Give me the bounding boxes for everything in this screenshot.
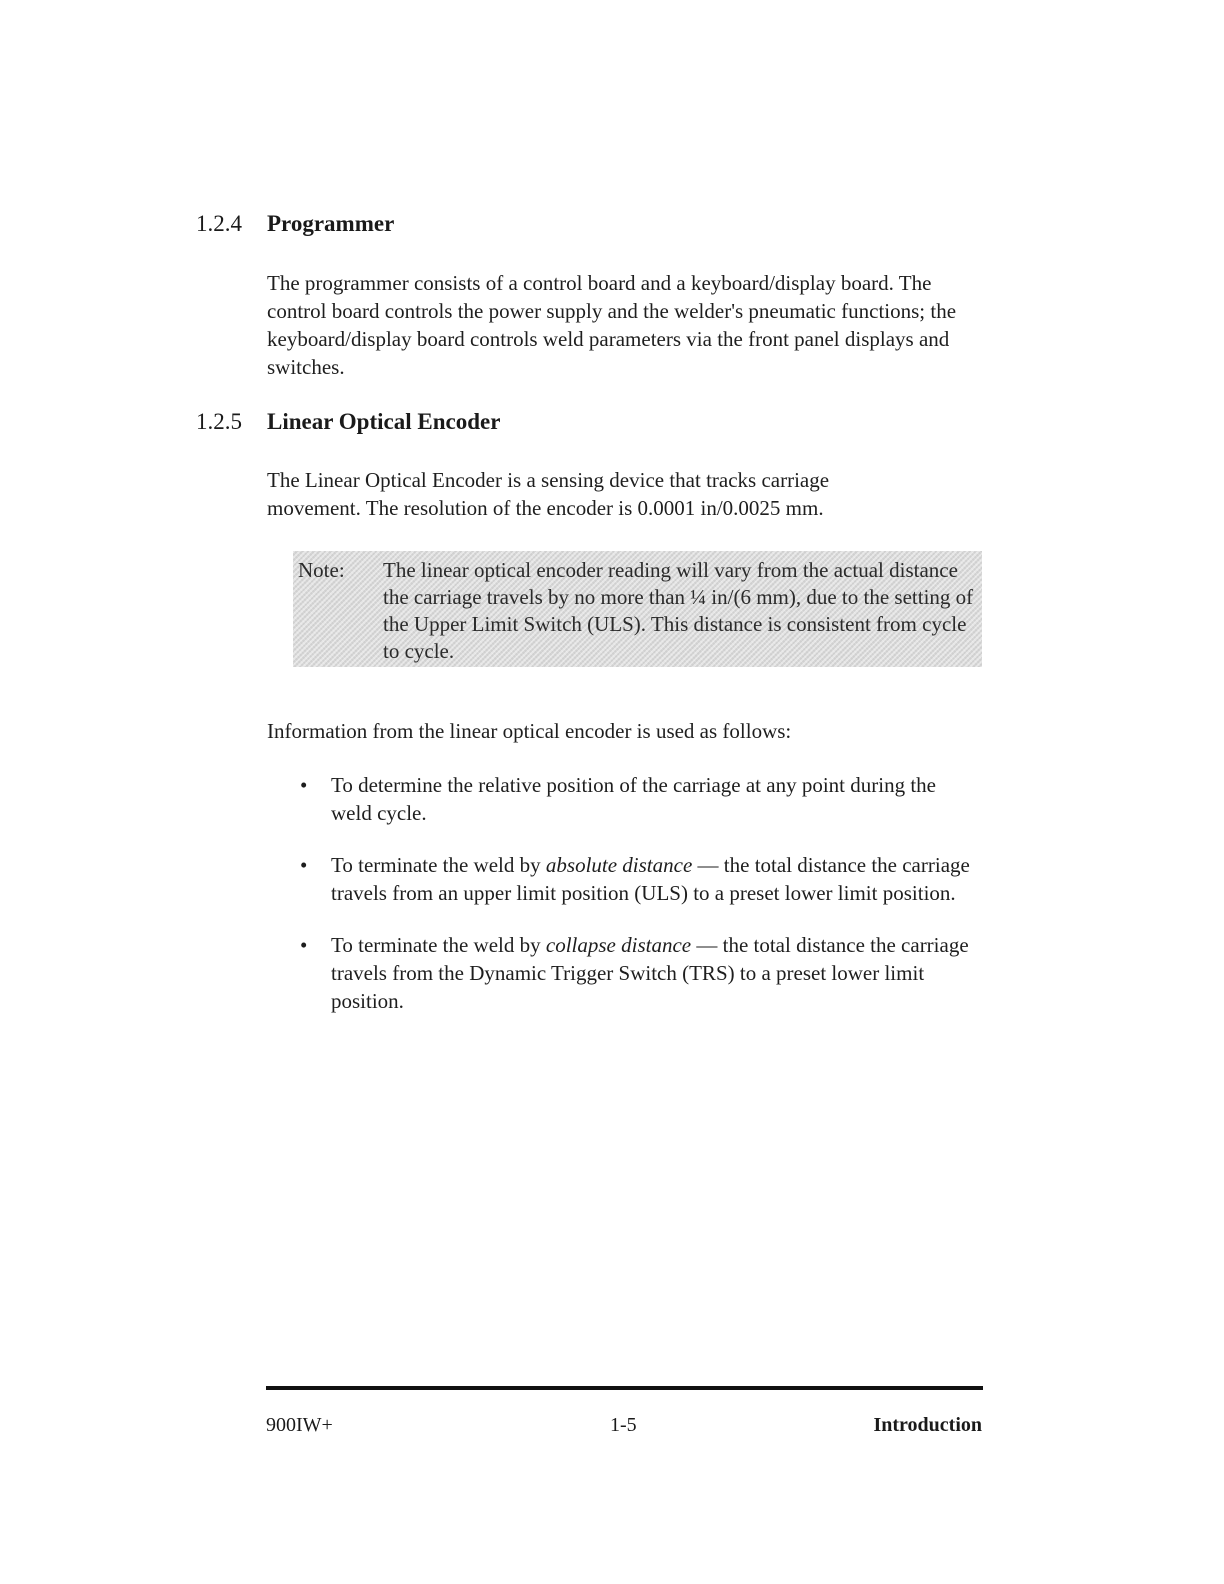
note-text: The linear optical encoder reading will vary from the actual distance the carriage travels by no more than ¼ in/(6 mm), due to the setting of the Upper Limit Switch (ULS). This distance is consistent from cycle to cycle.: [383, 558, 974, 663]
list-item-absolute-distance: [300, 851, 991, 907]
footer-model: 900IW+: [266, 1414, 333, 1436]
section-number-encoder: 1.2.5: [196, 409, 242, 434]
list-item-text-pre: To terminate the weld by: [331, 933, 546, 957]
note-label: Note:: [298, 558, 345, 582]
list-item-text-post: — the total distance the carriage travels from an upper limit position (ULS) to a preset lower limit position.: [331, 853, 970, 905]
bullet-icon: •: [300, 773, 308, 797]
section-title-programmer: Programmer: [267, 211, 395, 236]
usage-list: [300, 771, 990, 1039]
footer-rule: [266, 1386, 983, 1390]
footer-page-number: 1-5: [610, 1414, 637, 1436]
bullet-icon: •: [300, 933, 308, 957]
info-intro: Information from the linear optical encoder is used as follows:: [267, 719, 792, 743]
bullet-icon: •: [300, 853, 308, 877]
list-item-text-pre: To terminate the weld by: [331, 853, 546, 877]
list-item-collapse-distance: [300, 931, 991, 1015]
list-item-emphasis: collapse distance: [545, 933, 692, 957]
programmer-paragraph: The programmer consists of a control board and a keyboard/display board. The control board controls the power supply and the welder's pneumatic functions; the keyboard/display board controls weld parameters via the front panel displays and switches.: [267, 271, 957, 379]
list-item-text: To determine the relative position of the carriage at any point during the weld cycle.: [331, 773, 936, 825]
encoder-paragraph: The Linear Optical Encoder is a sensing device that tracks carriage movement. The resolution of the encoder is 0.0001 in/0.0025 mm.: [267, 468, 830, 520]
list-item-emphasis: absolute distance: [545, 853, 693, 877]
section-title-encoder: Linear Optical Encoder: [267, 409, 501, 434]
footer-chapter: Introduction: [873, 1414, 982, 1436]
section-number-programmer: 1.2.4: [196, 211, 242, 236]
list-item-relative-position: [300, 771, 961, 827]
list-item-text-post: — the total distance the carriage travels from the Dynamic Trigger Switch (TRS) to a preset lower limit position.: [331, 933, 969, 1013]
